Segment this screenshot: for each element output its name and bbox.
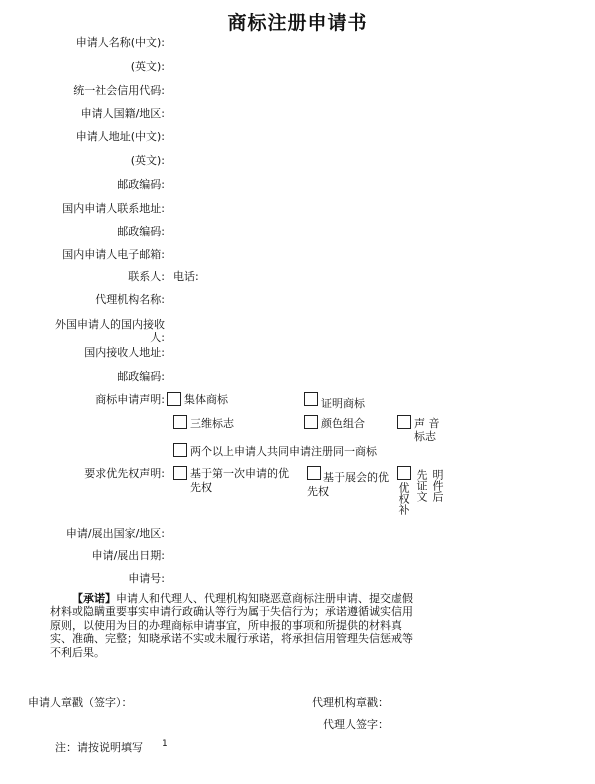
collective-mark-label: 集体商标 xyxy=(184,393,228,406)
pledge-heading: 【承诺】 xyxy=(72,592,116,605)
applicant-seal-label: 申请人章戳（签字）： xyxy=(28,696,133,709)
agency-name-label: 代理机构名称: xyxy=(95,293,165,306)
first-application-priority-checkbox[interactable] xyxy=(173,466,187,480)
supplement-priority-docs-checkbox[interactable] xyxy=(397,466,411,480)
applicant-name-cn-label: 申请人名称(中文): xyxy=(75,36,165,49)
exhibition-priority-label-line2: 先权 xyxy=(307,485,329,498)
postcode-label-2: 邮政编码: xyxy=(117,225,165,238)
pledge-text: 申请人和代理人、代理机构知晓恶意商标注册申请、提交虚假材料或隐瞒重要事实申请行政确认等行为属于失信行为；承诺遵循诚实信用原则，以使用为目的办理商标申请事宜，所申报的事项和所提供的材料真实、准确、完整；知晓承诺不实或未履行承诺，将承担信用管理失信惩戒等不利后果。 xyxy=(50,592,413,659)
page-title: 商标注册申请书 xyxy=(227,12,368,34)
address-en-label: (英文): xyxy=(130,154,165,167)
agent-signature-label: 代理人签字： xyxy=(323,718,389,731)
nationality-label: 申请人国籍/地区: xyxy=(80,107,165,120)
priority-declaration-label: 要求优先权声明: xyxy=(84,467,165,480)
exhibition-priority-label-line1: 基于展会的优 xyxy=(323,471,389,484)
filing-date-label: 申请/展出日期: xyxy=(91,549,165,562)
credit-code-label: 统一社会信用代码: xyxy=(73,84,165,97)
certification-mark-checkbox[interactable] xyxy=(304,392,318,406)
first-application-priority-label-line2: 先权 xyxy=(190,481,212,494)
foreign-receiver-label-line2: 人: xyxy=(150,331,165,344)
applicant-name-en-label: (英文): xyxy=(130,60,165,73)
first-application-priority-label-line1: 基于第一次申请的优 xyxy=(190,467,289,480)
supplement-priority-docs-col3: 明件后 xyxy=(431,469,444,502)
certification-mark-label: 证明商标 xyxy=(321,397,365,410)
page-number: 1 xyxy=(162,739,168,749)
exhibition-priority-checkbox[interactable] xyxy=(307,466,321,480)
domestic-receiver-address-label: 国内接收人地址: xyxy=(84,346,165,359)
sound-mark-label-line1: 声 音 xyxy=(414,417,440,430)
color-combination-label: 颜色组合 xyxy=(321,417,365,430)
collective-mark-checkbox[interactable] xyxy=(167,392,181,406)
domestic-email-label: 国内申请人电子邮箱: xyxy=(62,248,165,261)
foreign-receiver-label-line1: 外国申请人的国内接收 xyxy=(55,318,165,331)
pledge-paragraph xyxy=(50,592,423,659)
contact-person-label: 联系人: xyxy=(128,270,165,283)
supplement-priority-docs-col1: 优权补 xyxy=(397,482,410,515)
joint-application-checkbox[interactable] xyxy=(173,443,187,457)
sound-mark-checkbox[interactable] xyxy=(397,415,411,429)
footer-note: 注：请按说明填写 xyxy=(55,741,143,754)
postcode-label-1: 邮政编码: xyxy=(117,178,165,191)
trademark-declaration-label: 商标申请声明: xyxy=(95,393,165,406)
agency-seal-label: 代理机构章戳： xyxy=(312,696,389,709)
three-d-mark-label: 三维标志 xyxy=(190,417,234,430)
domestic-contact-address-label: 国内申请人联系地址: xyxy=(62,202,165,215)
postcode-label-3: 邮政编码: xyxy=(117,370,165,383)
sound-mark-label-line2: 标志 xyxy=(414,430,436,443)
address-cn-label: 申请人地址(中文): xyxy=(75,130,165,143)
three-d-mark-checkbox[interactable] xyxy=(173,415,187,429)
supplement-priority-docs-col2: 先证文 xyxy=(415,469,428,502)
filing-country-label: 申请/展出国家/地区: xyxy=(65,527,165,540)
phone-label: 电话: xyxy=(173,270,199,283)
application-number-label: 申请号: xyxy=(128,572,165,585)
joint-application-label: 两个以上申请人共同申请注册同一商标 xyxy=(190,445,377,458)
color-combination-checkbox[interactable] xyxy=(304,415,318,429)
